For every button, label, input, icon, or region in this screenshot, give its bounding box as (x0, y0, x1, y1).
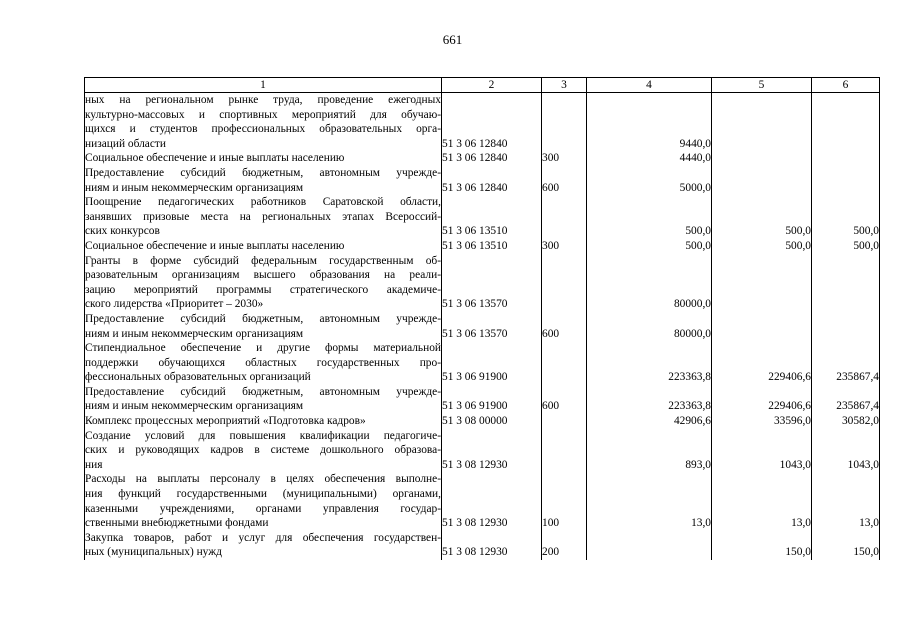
row-code: 51 3 06 13570 (442, 254, 542, 312)
description-line: Стипендиальное обеспечение и другие формы материальной (85, 342, 441, 355)
row-value-col6: 1043,0 (812, 429, 880, 473)
header-col-4: 4 (587, 78, 712, 93)
header-row (85, 78, 880, 93)
row-expense-type: 600 (542, 312, 587, 341)
row-value-col4: 4440,0 (587, 151, 712, 166)
description-line: разовательным организациям высшего образования на реали- (85, 269, 441, 282)
row-expense-type (542, 254, 587, 312)
row-description (85, 414, 442, 429)
row-description (85, 531, 442, 560)
row-value-col5: 229406,6 (712, 385, 812, 414)
header-col-5: 5 (712, 78, 812, 93)
table-row (85, 385, 880, 414)
row-description (85, 385, 442, 414)
table-row (85, 531, 880, 560)
row-value-col5: 1043,0 (712, 429, 812, 473)
row-expense-type: 200 (542, 531, 587, 560)
row-expense-type: 600 (542, 385, 587, 414)
table-row (85, 341, 880, 385)
row-value-col4: 9440,0 (587, 93, 712, 152)
row-value-col6: 500,0 (812, 195, 880, 239)
description-line: ниям и иным некоммерческим организациям (85, 400, 304, 413)
header-col-2: 2 (442, 78, 542, 93)
table-row (85, 414, 880, 429)
row-description (85, 93, 442, 152)
row-value-col6 (812, 151, 880, 166)
row-value-col4: 500,0 (587, 195, 712, 239)
table-body (85, 93, 880, 561)
table-row (85, 472, 880, 530)
table-header (85, 78, 880, 93)
row-value-col6: 500,0 (812, 239, 880, 254)
row-value-col4: 5000,0 (587, 166, 712, 195)
row-code: 51 3 06 91900 (442, 341, 542, 385)
row-value-col6 (812, 93, 880, 152)
row-code: 51 3 08 12930 (442, 531, 542, 560)
row-expense-type (542, 414, 587, 429)
description-line: ния функций государственными (муниципальными) органами, (85, 488, 441, 501)
row-value-col6 (812, 254, 880, 312)
description-line: культурно-массовых и спортивных мероприятий для обучаю- (85, 108, 441, 121)
row-description (85, 312, 442, 341)
description-line: ских и руководящих кадров в системе дошкольного образова- (85, 444, 441, 457)
row-expense-type: 300 (542, 239, 587, 254)
row-expense-type: 600 (542, 166, 587, 195)
row-expense-type (542, 195, 587, 239)
description-line: Комплекс процессных мероприятий «Подготовка кадров» (85, 415, 366, 428)
row-expense-type (542, 93, 587, 152)
description-line: поддержки обучающихся областных государственных про- (85, 356, 441, 369)
row-value-col4 (587, 531, 712, 560)
page-number: 661 (442, 32, 463, 47)
row-value-col4: 223363,8 (587, 341, 712, 385)
description-line: казенными учреждениями, органами управления государ- (85, 502, 441, 515)
row-code: 51 3 06 12840 (442, 151, 542, 166)
row-value-col5: 500,0 (712, 239, 812, 254)
table-row (85, 151, 880, 166)
table-row (85, 195, 880, 239)
description-line: ных (муниципальных) нужд (85, 546, 222, 559)
row-value-col6: 13,0 (812, 472, 880, 530)
row-description (85, 195, 442, 239)
row-value-col4: 500,0 (587, 239, 712, 254)
row-expense-type (542, 429, 587, 473)
table-row (85, 166, 880, 195)
row-description (85, 166, 442, 195)
row-value-col5: 150,0 (712, 531, 812, 560)
row-code: 51 3 08 12930 (442, 472, 542, 530)
row-code: 51 3 06 12840 (442, 93, 542, 152)
row-expense-type: 100 (542, 472, 587, 530)
row-description (85, 341, 442, 385)
description-line: ских конкурсов (85, 225, 160, 238)
row-value-col6: 235867,4 (812, 341, 880, 385)
description-line: Создание условий для повышения квалификации педагогиче- (85, 429, 441, 442)
header-col-1: 1 (85, 78, 442, 93)
description-line: Социальное обеспечение и иные выплаты населению (85, 239, 345, 252)
table-row (85, 312, 880, 341)
row-code: 51 3 06 13510 (442, 195, 542, 239)
description-line: Гранты в форме субсидий федеральным государственным об- (85, 254, 441, 267)
description-line: Закупка товаров, работ и услуг для обеспечения государствен- (85, 531, 441, 544)
row-code: 51 3 08 12930 (442, 429, 542, 473)
description-line: занявших призовые места на региональных этапах Всероссий- (85, 210, 441, 223)
header-col-6: 6 (812, 78, 880, 93)
row-value-col5 (712, 312, 812, 341)
description-line: Предоставление субсидий бюджетным, автономным учрежде- (85, 312, 441, 325)
table-row (85, 93, 880, 152)
row-value-col6 (812, 312, 880, 341)
row-value-col5 (712, 254, 812, 312)
description-line: Расходы на выплаты персоналу в целях обеспечения выполне- (85, 473, 441, 486)
description-line: ния (85, 458, 103, 471)
row-value-col5 (712, 166, 812, 195)
row-description (85, 472, 442, 530)
row-value-col6 (812, 166, 880, 195)
row-description (85, 151, 442, 166)
description-line: Поощрение педагогических работников Саратовской области, (85, 196, 441, 209)
row-value-col6: 150,0 (812, 531, 880, 560)
row-code: 51 3 06 12840 (442, 166, 542, 195)
row-code: 51 3 08 00000 (442, 414, 542, 429)
table-row (85, 429, 880, 473)
description-line: ниям и иным некоммерческим организациям (85, 327, 304, 340)
row-description (85, 429, 442, 473)
row-value-col6: 30582,0 (812, 414, 880, 429)
row-value-col4: 42906,6 (587, 414, 712, 429)
row-value-col4: 80000,0 (587, 254, 712, 312)
row-value-col5: 33596,0 (712, 414, 812, 429)
row-value-col5: 229406,6 (712, 341, 812, 385)
row-value-col4: 893,0 (587, 429, 712, 473)
row-value-col6: 235867,4 (812, 385, 880, 414)
row-value-col5: 13,0 (712, 472, 812, 530)
row-code: 51 3 06 13510 (442, 239, 542, 254)
description-line: ных на региональном рынке труда, проведение ежегодных (85, 94, 441, 106)
row-value-col4: 223363,8 (587, 385, 712, 414)
row-expense-type (542, 341, 587, 385)
row-value-col5 (712, 151, 812, 166)
row-code: 51 3 06 13570 (442, 312, 542, 341)
description-line: низаций области (85, 137, 166, 150)
row-code: 51 3 06 91900 (442, 385, 542, 414)
row-value-col4: 13,0 (587, 472, 712, 530)
row-description (85, 254, 442, 312)
description-line: Предоставление субсидий бюджетным, автономным учрежде- (85, 385, 441, 398)
description-line: ственными внебюджетными фондами (85, 517, 269, 530)
header-col-3: 3 (542, 78, 587, 93)
row-description (85, 239, 442, 254)
table-row (85, 254, 880, 312)
row-value-col5: 500,0 (712, 195, 812, 239)
description-line: зацию мероприятий программы стратегического академиче- (85, 283, 441, 296)
description-line: Социальное обеспечение и иные выплаты населению (85, 152, 345, 165)
description-line: ского лидерства «Приоритет – 2030» (85, 298, 264, 311)
row-value-col4: 80000,0 (587, 312, 712, 341)
table-row (85, 239, 880, 254)
description-line: ниям и иным некоммерческим организациям (85, 181, 304, 194)
description-line: фессиональных образовательных организаций (85, 371, 311, 384)
description-line: щихся и студентов профессиональных образовательных орга- (85, 123, 441, 136)
row-expense-type: 300 (542, 151, 587, 166)
row-value-col5 (712, 93, 812, 152)
description-line: Предоставление субсидий бюджетным, автономным учрежде- (85, 166, 441, 179)
budget-table (84, 77, 880, 560)
